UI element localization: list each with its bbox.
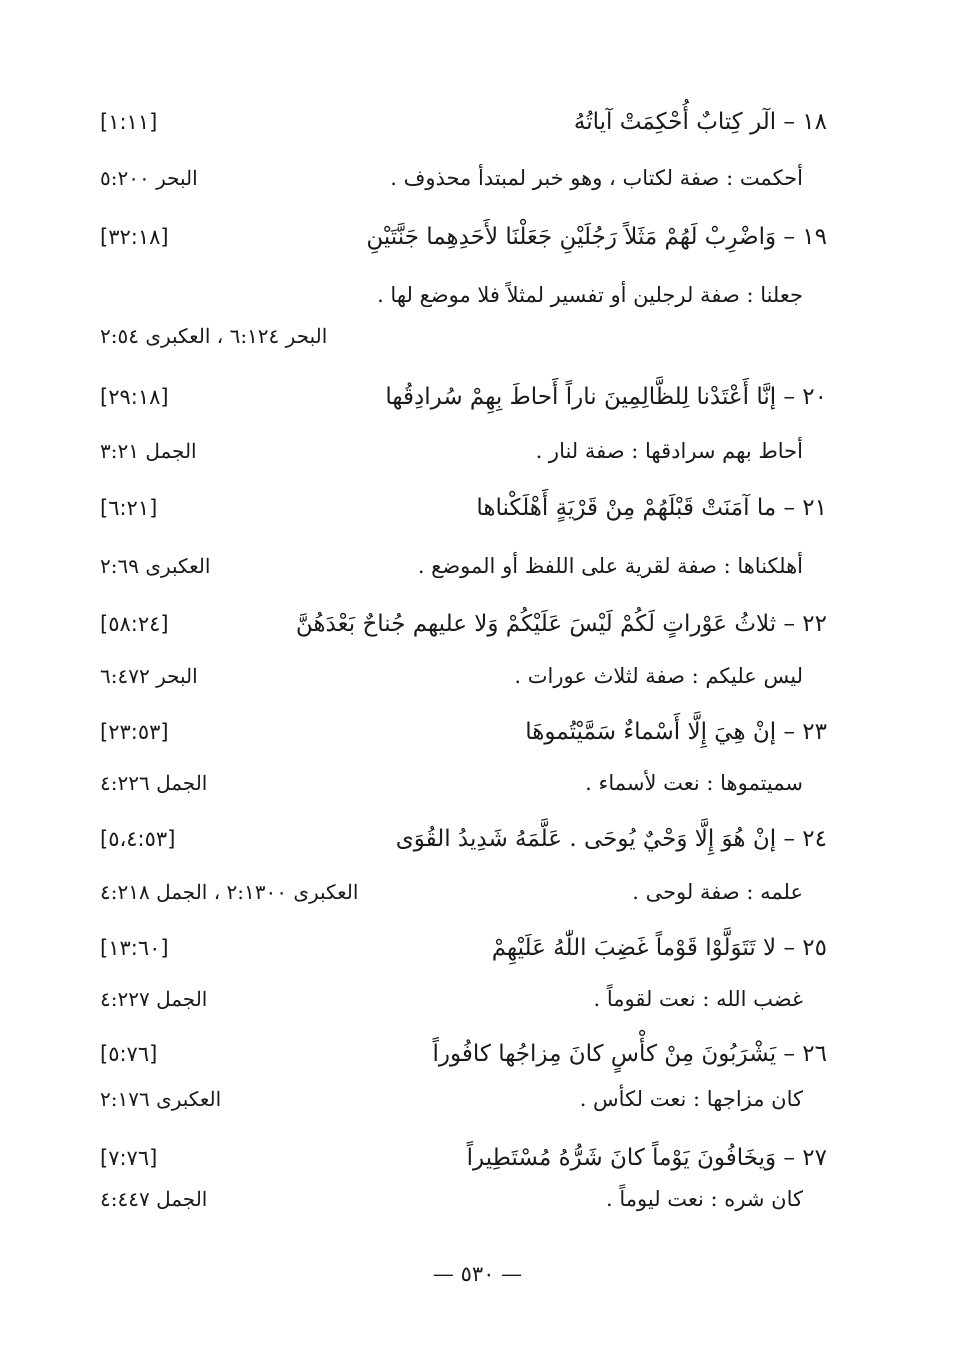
note-line [100,165,827,191]
page-number: — ٥٣٠ — [432,1262,523,1286]
verse-reference: [١٣:٦٠] [100,936,169,960]
verse-reference: [١:١١] [100,110,158,134]
note-line [100,1086,827,1112]
verse-text: ٢٦ – يَشْرَبُونَ مِنْ كأْسٍ كانَ مِزاجُها كافُوراً [432,1041,827,1067]
verse-reference: [٦:٢١] [100,496,158,520]
verse-reference: [٢٩:١٨] [100,385,169,409]
source-line [100,324,827,348]
verse-line [100,383,827,412]
note-text: أحاط بهم سرادقها : صفة لنار . [535,439,803,463]
note-text: علمه : صفة لوحى . [632,880,803,904]
note-text: أحكمت : صفة لكتاب ، وهو خبر لمبتدأ محذوف . [390,166,803,190]
note-line [100,663,827,689]
verse-line [100,1144,827,1173]
verse-text: ١٨ – الٓر كِتابٌ أُحْكِمَتْ آياتُهُ [573,109,827,135]
verse-line [100,825,827,854]
note-text: كان مزاجها : نعت لكأس . [579,1087,803,1111]
note-line [100,1186,827,1212]
verse-text: ٢٠ – إنَّا أَعْتَدْنا لِلظَّالِمِينَ ناراً أَحاطَ بِهِمْ سُرادِقُها [385,384,827,410]
verse-line [100,108,827,137]
note-text: جعلنا : صفة لرجلين أو تفسير لمثلاً فلا موضع لها . [377,283,803,307]
source-citation: الجمل ٣:٢١ [100,439,197,463]
note-line [100,438,827,464]
verse-reference: [٧:٧٦] [100,1146,158,1170]
verse-line [100,718,827,747]
note-text: أهلكناها : صفة لقرية على اللفظ أو الموضع . [417,554,803,578]
verse-line [100,223,827,252]
verse-line [100,1040,827,1069]
verse-text: ٢٥ – لا تَتَوَلَّوْا قَوْماً غَضِبَ اللّٰهُ عَلَيْهِمْ [491,935,827,961]
source-citation: الجمل ٤:٤٤٧ [100,1187,208,1211]
verse-reference: [٥،٤:٥٣] [100,827,176,851]
source-citation: الجمل ٤:٢٢٦ [100,771,208,795]
verse-line [100,610,827,639]
verse-text: ٢٣ – إنْ هِيَ إِلَّا أَسْماءٌ سَمَّيْتُموهَا [525,719,827,745]
verse-text: ٢١ – ما آمَنَتْ قَبْلَهُمْ مِنْ قَرْيَةٍ أَهْلَكْناها [476,495,827,521]
verse-reference: [٢٣:٥٣] [100,720,169,744]
note-text: ليس عليكم : صفة لثلاث عورات . [514,664,803,688]
verse-reference: [٥:٧٦] [100,1042,158,1066]
note-text: كان شره : نعت ليوماً . [606,1187,803,1211]
source-citation: الجمل ٤:٢٢٧ [100,987,208,1011]
verse-text: ٢٤ – إنْ هُوَ إِلَّا وَحْيٌ يُوحَى . عَلَّمَهُ شَدِيدُ القُوَى [395,826,827,852]
note-line [100,553,827,579]
verse-reference: [٥٨:٢٤] [100,612,169,636]
source-citation: البحر ٦:١٢٤ ، العكبرى ٢:٥٤ [100,324,328,348]
verse-text: ٢٢ – ثلاثُ عَوْراتٍ لَكُمْ لَيْسَ عَلَيْكُمْ وَلا عليهم جُناحٌ بَعْدَهُنَّ [295,611,827,637]
verse-text: ٢٧ – وَيخَافُونَ يَوْماً كانَ شَرُّهُ مُسْتَطِيراً [466,1145,827,1171]
note-line [100,770,827,796]
source-citation: البحر ٦:٤٧٢ [100,664,198,688]
verse-text: ١٩ – وَاضْرِبْ لَهُمْ مَثَلاً رَجُلَيْنِ جَعَلْنَا لأَحَدِهِما جَنَّتَيْنِ [366,224,827,250]
verse-line [100,934,827,963]
source-citation: العكبرى ٢:١٧٦ [100,1087,222,1111]
note-text: غضب الله : نعت لقوماً . [593,987,803,1011]
note-line [100,879,827,905]
note-line [100,282,827,308]
verse-line [100,494,827,523]
source-citation: البحر ٥:٢٠٠ [100,166,198,190]
note-text: سميتموها : نعت لأسماء . [585,771,803,795]
source-citation: العكبرى ٢:١٣٠٠ ، الجمل ٤:٢١٨ [100,880,359,904]
note-line [100,986,827,1012]
verse-reference: [٣٢:١٨] [100,225,169,249]
source-citation: العكبرى ٢:٦٩ [100,554,211,578]
